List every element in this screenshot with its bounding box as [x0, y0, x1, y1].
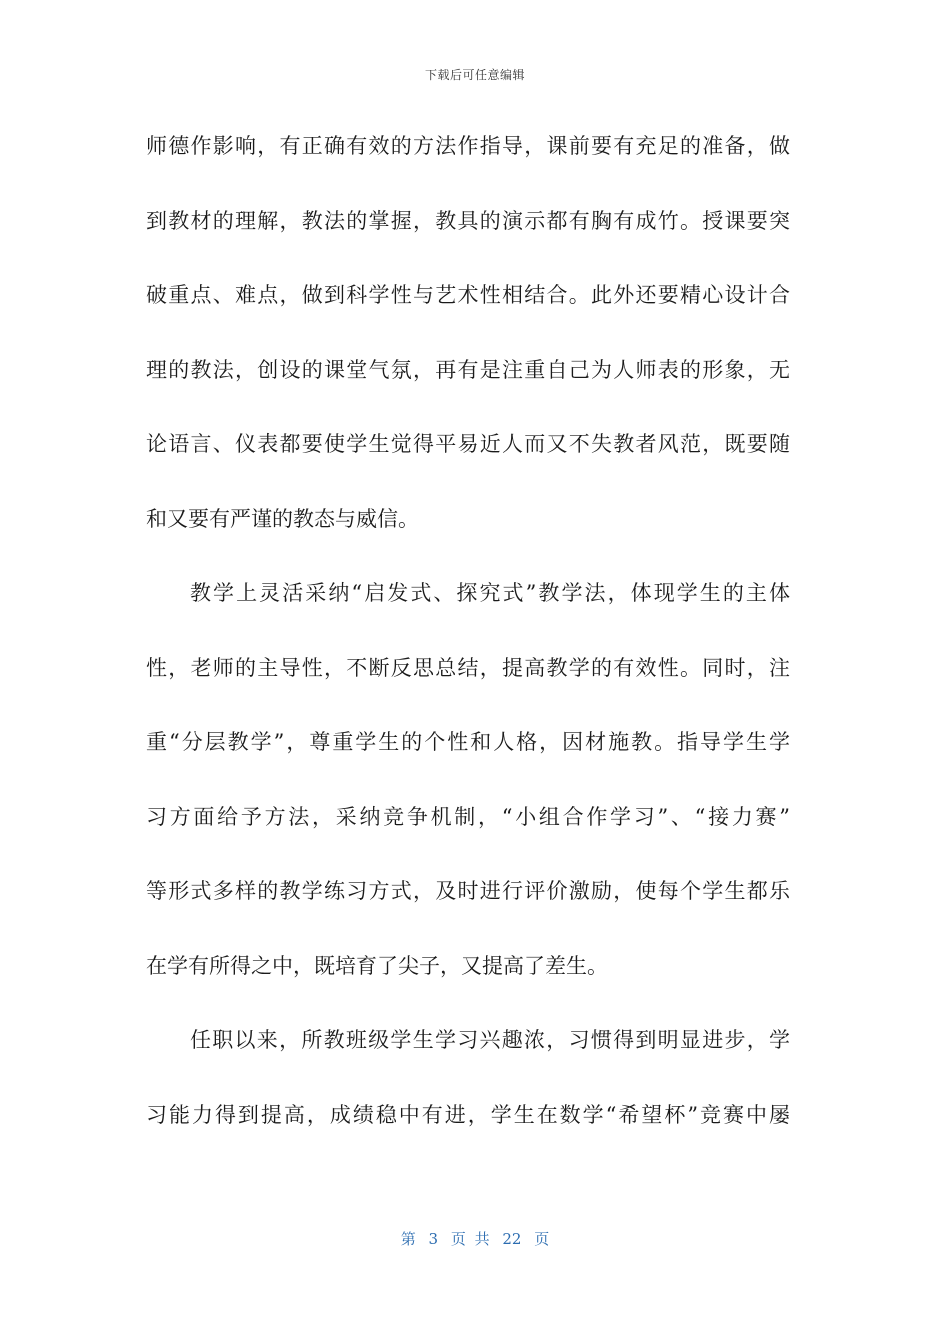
text-line: 习方面给予方法，采纳竞争机制，“小组合作学习”、“接力赛”	[146, 804, 790, 829]
text-line: 师德作影响，有正确有效的方法作指导，课前要有充足的准备，做	[146, 134, 790, 158]
text-line: 到教材的理解，教法的掌握，教具的演示都有胸有成竹。授课要突	[146, 208, 790, 233]
text-line: 习能力得到提高，成绩稳中有进，学生在数学“希望杯”竞赛中屡	[146, 1102, 790, 1127]
document-body	[146, 120, 790, 1163]
text-line: 和又要有严谨的教态与威信。	[146, 506, 419, 531]
text-line: 破重点、难点，做到科学性与艺术性相结合。此外还要精心设计合	[146, 283, 790, 307]
text-line: 重“分层教学”，尊重学生的个性和人格，因材施教。指导学生学	[146, 730, 790, 754]
footer-suffix: 页	[534, 1230, 550, 1248]
footer-prefix: 第	[400, 1230, 416, 1248]
footer-middle: 页 共	[450, 1230, 490, 1248]
page-header: 下载后可任意编辑	[424, 68, 525, 82]
text-line: 论语言、仪表都要使学生觉得平易近人而又不失教者风范，既要随	[146, 432, 790, 456]
page-footer	[0, 1228, 950, 1249]
current-page-number: 3	[428, 1230, 439, 1248]
total-page-count: 22	[502, 1230, 522, 1248]
text-line: 等形式多样的教学练习方式，及时进行评价激励，使每个学生都乐	[146, 879, 790, 903]
text-line: 性，老师的主导性，不断反思总结，提高教学的有效性。同时，注	[146, 655, 790, 680]
text-line: 理的教法，创设的课堂气氛，再有是注重自己为人师表的形象，无	[146, 357, 790, 382]
text-line: 在学有所得之中，既培育了尖子，又提高了差生。	[146, 953, 608, 978]
text-line: 任职以来，所教班级学生学习兴趣浓，习惯得到明显进步，学	[190, 1028, 790, 1052]
text-line: 教学上灵活采纳“启发式、探究式”教学法，体现学生的主体	[190, 581, 790, 605]
